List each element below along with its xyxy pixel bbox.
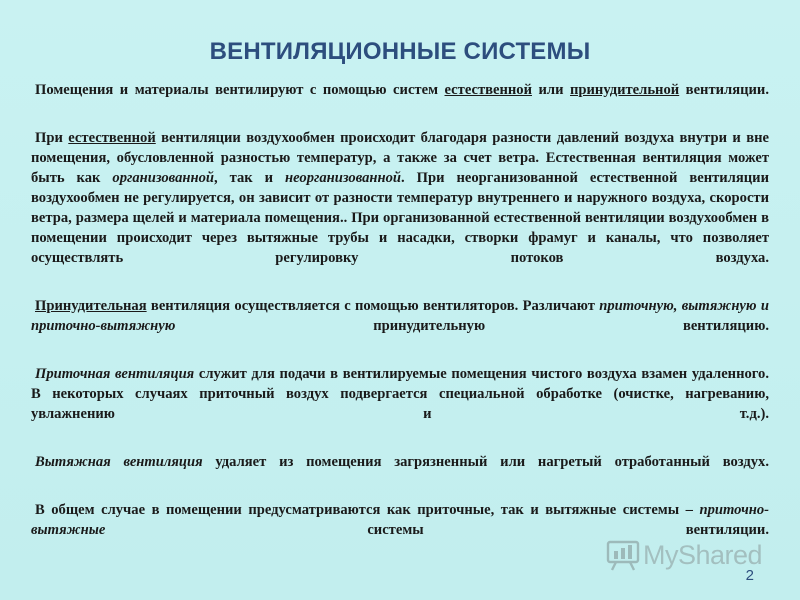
text: удаляет из помещения загрязненный или нагретый отработанный воздух. [202,454,770,470]
text: принудительную вентиляцию. [175,318,769,334]
italic-term-organized: организованной [112,170,215,186]
italic-term-unorganized: неорганизованной [285,170,402,186]
text: вентиляции. [679,82,769,98]
paragraph-forced-ventilation [31,296,769,356]
underlined-term-forced: принудительной [570,82,680,98]
underlined-term-forced: Принудительная [35,298,147,314]
text: При [35,130,69,146]
text: , так и [214,170,286,186]
italic-term-types: приточную, вытяжную и приточно-вытяжную [31,298,769,334]
text: системы вентиляции. [105,522,769,538]
paragraph-exhaust-ventilation [31,452,769,492]
text: . При неорганизованной естественной вентиляции воздухообмен не регулируется, он зависит от разности температур внутреннего и наружного воздуха, скорости ветра, размера щелей и материала помещения.. При организованной естественной вентиляции воздухообмен в помещении происходит через вытяжные трубы и насадки, створки фрамуг и каналы, что позволяет осуществлять регулировку потоков воздуха. [31,170,769,266]
paragraph-intro [31,80,769,120]
paragraph-supply-ventilation [31,364,769,444]
slide-title: ВЕНТИЛЯЦИОННЫЕ СИСТЕМЫ [209,38,591,65]
underlined-term-natural: естественной [68,130,156,146]
text: или [532,82,570,98]
text: вентиляция осуществляется с помощью вентиляторов. Различают [146,298,600,314]
watermark-text: MyShared [643,539,763,570]
presentation-board-icon [606,539,640,571]
paragraph-natural-ventilation [31,128,769,288]
text: В общем случае в помещении предусматриваются как приточные, так и вытяжные системы – [35,502,700,518]
text: служит для подачи в вентилируемые помещения чистого воздуха взамен удаленного. В некоторых случаях приточный воздух подвергается специальной обработке (очистке, нагреванию, увлажнению и т.д.). [31,366,770,422]
watermark-logo [606,538,762,572]
text: вентиляции воздухообмен происходит благодаря разности давлений воздуха внутри и вне помещения, обусловленной разностью температур, а также за счет ветра. Естественная вентиляция может быть как [31,130,769,186]
italic-term-exhaust: Вытяжная вентиляция [35,454,203,470]
italic-term-supply: Приточная вентиляция [35,366,195,382]
text: Помещения и материалы вентилируют с помощью систем [35,82,445,98]
italic-term-supply-exhaust: приточно-вытяжные [31,502,769,538]
slide-content [31,80,769,568]
underlined-term-natural: естественной [444,82,532,98]
page-number: 2 [745,567,754,584]
